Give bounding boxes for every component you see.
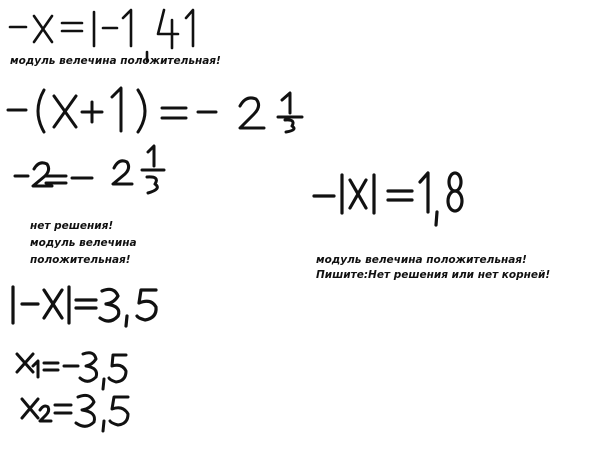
note-right-line-1: модуль велечина положительная! <box>316 254 527 266</box>
note-left-line-1: нет решения! <box>30 220 114 232</box>
equation-5-strokes <box>13 287 156 326</box>
equation-2-strokes <box>8 88 302 132</box>
equation-3-strokes <box>15 146 164 193</box>
note-top: модуль велечина положительная! <box>10 55 221 67</box>
equation-6-strokes <box>17 353 126 389</box>
equation-7-strokes <box>22 395 128 431</box>
note-left-line-2: модуль велечина <box>30 237 137 249</box>
note-left-line-3: положительная! <box>30 254 131 266</box>
equation-4-strokes <box>314 173 462 225</box>
note-right-line-2: Пишите:Нет решения или нет корней! <box>316 269 551 281</box>
